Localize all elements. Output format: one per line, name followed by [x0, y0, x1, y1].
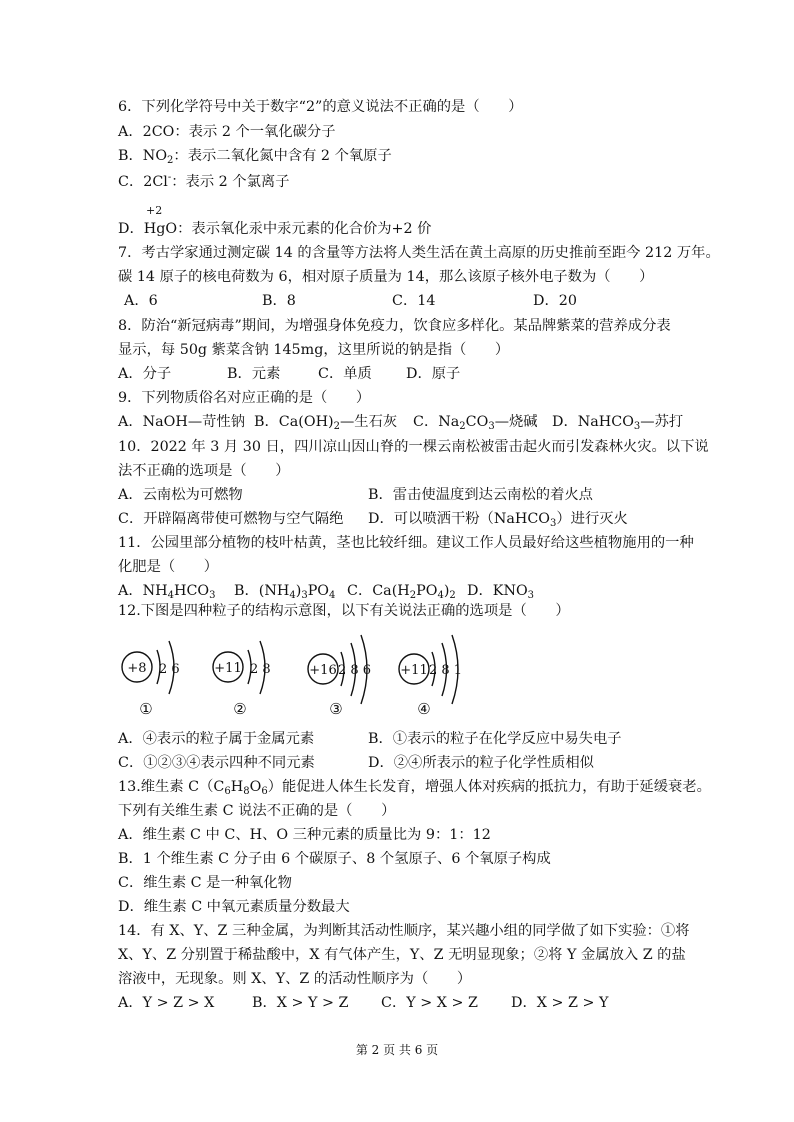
q6-valence-mark: +2 [146, 204, 163, 217]
q6-option-a: A．2CO：表示 2 个一氧化碳分子 [118, 124, 336, 140]
q10-options-row-1 [118, 487, 698, 505]
particle-1-electron-counts: 2 6 [159, 662, 180, 677]
q7-option-b: B．8 [262, 293, 296, 309]
q12-option-b: B．①表示的粒子在化学反应中易失电子 [368, 731, 622, 747]
q6-option-d: D．HgO：表示氧化汞中汞元素的化合价为+2 价 [118, 221, 432, 237]
q6-stem: 6．下列化学符号中关于数字“2”的意义说法不正确的是（ ） [118, 99, 523, 115]
q10-line-2: 法不正确的选项是（ ） [118, 463, 290, 479]
q14-option-d: D．X > Z > Y [511, 995, 609, 1011]
q6-option-b: B．$NO_2$：表示二氧化氮中含有 2 个氧原子 [118, 148, 392, 166]
q12-option-d: D．②④所表示的粒子化学性质相似 [368, 755, 594, 771]
q12-options-row-2 [118, 755, 698, 773]
q14-line-2: X、Y、Z 分别置于稀盐酸中，X 有气体产生，Y、Z 无明显现象；②将 Y 金属放入 Z 的盐 [118, 947, 686, 963]
q13-line-2: 下列有关维生素 C 说法不正确的是（ ） [118, 803, 396, 819]
q13-option-c: C．维生素 C 是一种氧化物 [118, 875, 292, 891]
q13-option-b: B．1 个维生素 C 分子由 6 个碳原子、8 个氢原子、6 个氧原子构成 [118, 851, 551, 867]
particle-3-electron-counts: 2 8 6 [338, 663, 372, 678]
q13-option-a: A．维生素 C 中 C、H、O 三种元素的质量比为 9：1：12 [118, 827, 491, 843]
q10-options-row-2 [118, 511, 698, 529]
q11-line-2: 化肥是（ ） [118, 559, 219, 575]
q7-line-1: 7．考古学家通过测定碳 14 的含量等方法将人类生活在黄土高原的历史推前至距今 212 万年。 [118, 245, 720, 261]
q7-option-d: D．20 [533, 293, 577, 309]
q14-line-1: 14．有 X、Y、Z 三种金属，为判断其活动性顺序，某兴趣小组的同学做了如下实验：①将 [118, 923, 690, 939]
q8-option-a: A．分子 [118, 366, 172, 382]
particle-4-nucleus-charge: +11 [400, 663, 428, 678]
particle-2-nucleus-charge: +11 [214, 661, 242, 676]
q14-option-c: C．Y > X > Z [381, 995, 478, 1011]
q11-option-d: D．$KNO_3$ [467, 583, 535, 601]
particle-4-electron-counts: 2 8 1 [429, 663, 463, 678]
q10-option-b: B．雷击使温度到达云南松的着火点 [368, 487, 593, 503]
q9-stem: 9．下列物质俗名对应正确的是（ ） [118, 390, 371, 406]
q7-option-c: C．14 [392, 293, 436, 309]
q8-options [118, 366, 698, 384]
particle-4-label: ④ [417, 700, 431, 718]
q10-option-d: D．可以喷洒干粉（NaHCO$_3$）进行灭火 [368, 511, 628, 529]
q12-stem: 12.下图是四种粒子的结构示意图，以下有关说法正确的选项是（ ） [118, 603, 570, 619]
q8-option-b: B．元素 [227, 366, 281, 382]
q9-option-b: B．$Ca(OH)_2—$生石灰 [254, 414, 398, 432]
q9-options [118, 414, 698, 432]
particle-1-label: ① [139, 700, 153, 718]
q12-option-a: A．④表示的粒子属于金属元素 [118, 731, 315, 747]
q11-options [118, 583, 698, 601]
q7-option-a: A．6 [124, 293, 158, 309]
q13-option-d: D．维生素 C 中氧元素质量分数最大 [118, 899, 350, 915]
particle-3-label: ③ [329, 700, 343, 718]
q10-option-a: A．云南松为可燃物 [118, 487, 243, 503]
q11-line-1: 11．公园里部分植物的枝叶枯黄，茎也比较纤细。建议工作人员最好给这些植物施用的一种 [118, 535, 694, 551]
q13-line-1: 13.维生素 $C(C_6H_8O_6)$能促进人体生长发育，增强人体对疾病的抵抗力，有助于延缓衰老。 [118, 779, 711, 797]
particle-2-electron-counts: 2 8 [250, 662, 271, 677]
q14-option-b: B．X > Y > Z [252, 995, 349, 1011]
page-footer: 第 2 页 共 6 页 [355, 1043, 439, 1057]
q9-option-c: C．$Na_2CO_3—$烧碱 [413, 414, 538, 432]
q7-options [124, 293, 704, 311]
q14-line-3: 溶液中，无现象。则 X、Y、Z 的活动性顺序为（ ） [118, 971, 472, 987]
q9-option-a: A．NaOH—苛性钠 [118, 414, 246, 430]
q9-option-d: D．NaHCO$_3$—苏打 [552, 414, 684, 432]
q14-options [118, 995, 698, 1013]
q6-option-c: C．2Cl-：表示 2 个氯离子 [118, 172, 290, 190]
q12-option-c: C．①②③④表示四种不同元素 [118, 755, 315, 771]
particle-3-nucleus-charge: +16 [309, 663, 337, 678]
q14-option-a: A．Y > Z > X [118, 995, 215, 1011]
atomic-structure-diagrams [110, 628, 470, 728]
q8-option-c: C．单质 [318, 366, 372, 382]
q10-option-c: C．开辟隔离带使可燃物与空气隔绝 [118, 511, 344, 527]
q12-options-row-1 [118, 731, 698, 749]
q8-line-1: 8．防治“新冠病毒”期间，为增强身体免疫力，饮食应多样化。某品牌紫菜的营养成分表 [118, 318, 671, 334]
q11-option-a: A．$NH_4HCO_3$ [118, 583, 216, 601]
q11-option-b: B．$(NH_4)_3PO_4$ [234, 583, 336, 601]
q8-option-d: D．原子 [406, 366, 461, 382]
particle-1-nucleus-charge: +8 [127, 661, 147, 676]
q11-option-c: C．$Ca(H_2PO_4)_2$ [347, 583, 456, 601]
q8-line-2: 显示，每 50g 紫菜含钠 145mg，这里所说的钠是指（ ） [118, 342, 510, 358]
q7-line-2: 碳 14 原子的核电荷数为 6，相对原子质量为 14，那么该原子核外电子数为（ ） [118, 269, 654, 285]
particle-2-label: ② [233, 700, 247, 718]
q10-line-1: 10．2022 年 3 月 30 日，四川凉山因山脊的一棵云南松被雷击起火而引发森林火灾。以下说 [118, 439, 709, 455]
